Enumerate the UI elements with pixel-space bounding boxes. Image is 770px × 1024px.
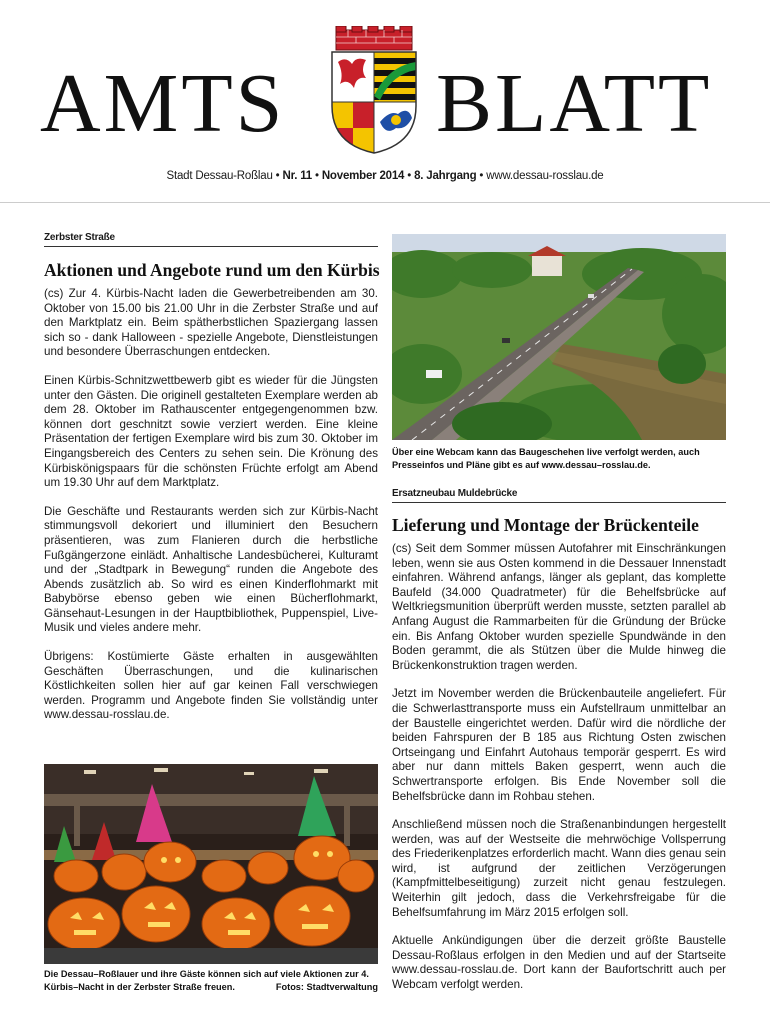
subline-separator: •	[311, 170, 322, 182]
subline-website-link[interactable]: www.dessau-rosslau.de	[486, 170, 604, 182]
left-article-kicker: Zerbster Straße	[44, 232, 115, 243]
right-paragraph-3: Anschließend müssen noch die Straßenanbindungen hergestellt werden, was auf der Westseite die mehrwöchige Vollsperrung des Friederikenplatzes erforderlich macht. Wann dies genau sein wird, ist aufgrund der zeitlichen Verzögerungen (Kampfmittelbeseitigung) zurzeit nicht genau festzulegen. Weiterhin gilt jedoch, dass die Verkehrsfreigabe für die Behelfsumfahrung im März 2015 erfolgen soll.	[392, 818, 726, 919]
subline-separator: •	[476, 170, 487, 182]
left-kicker-rule	[44, 246, 378, 247]
left-photo-caption	[44, 968, 378, 994]
subline-separator: •	[272, 170, 283, 182]
pumpkin-photo	[44, 764, 378, 964]
left-article-headline: Aktionen und Angebote rund um den Kürbis	[44, 260, 380, 280]
right-article-body	[392, 542, 726, 1007]
left-paragraph-3: Die Geschäfte und Restaurants werden sich zur Kürbis-Nacht stimmungsvoll dekoriert und illuminiert den Besuchern präsentieren, was zum Flanieren durch die herbstliche Fußgängerzone einlädt. Anhaltische Landesbücherei, Kulturamt und der „Stadtpark in Bewegung“ runden die Angebote des Abends zusätzlich ab. So wird es einen Kinderflohmarkt mit Babybörse ebenso geben wie einen Bücherflohmarkt, Gänsehaut-Lesungen in der Hauptbibliothek, Puppenspiel, Live-Musik und vieles andere mehr.	[44, 504, 378, 635]
left-paragraph-2: Einen Kürbis-Schnitzwettbewerb gibt es wieder für die Jüngsten unter den Gästen. Die originell gestalteten Exemplare werden ab dem 28. Oktober im Rathauscenter entgegengenommen bzw. können dort geschnitzt sowie verziert werden. Eine kleine Präsentation der fertigen Exemplare wird bis zum 30. Oktober im Eingangsbereich des Centers zu sehen sein. Die Krönung des Kürbiskönigspaars für die schönsten Früchte erfolgt am Abend um 19.30 Uhr auf dem Marktplatz.	[44, 373, 378, 490]
photo-credit: Fotos: Stadtverwaltung	[275, 982, 378, 992]
right-paragraph-4: Aktuelle Ankündigungen über die derzeit größte Baustelle Dessau-Roßlaus erfolgen in den Medien und auf der Startseite www.dessau-rosslau.de. Dort kann der Baufortschritt auch per Webcam verfolgt werden.	[392, 934, 726, 992]
right-article-kicker: Ersatzneubau Muldebrücke	[392, 488, 518, 499]
subline-city: Stadt Dessau-Roßlau	[166, 170, 273, 182]
right-article-headline: Lieferung und Montage der Brückenteile	[392, 515, 699, 535]
right-paragraph-1: (cs) Seit dem Sommer müssen Autofahrer mit Einschränkungen leben, wenn sie aus Osten kommend in die Dessauer Innenstadt einfahren. Während anfangs, länger als geplant, das komplette Baufeld (34.000 Quadratmeter) für die Behelfsbrücke auf Weltkriegsmunition überprüft werden musste, setzten parallel ab Anfang August die Rammarbeiten für die Gründung der Brücke ein. Bis Anfang Oktober wurden spezielle Spundwände in den Boden gerammt, die als Stützen über die Mulde hinweg die Brückenkonstruktion tragen werden.	[392, 542, 726, 672]
subline-year: 8. Jahrgang	[414, 170, 477, 182]
right-photo-caption: Über eine Webcam kann das Baugeschehen live verfolgt werden, auch Presseinfos und Pläne gibt es auf www.dessau–rosslau.de.	[392, 447, 700, 470]
masthead-left-word: AMTS	[40, 57, 286, 150]
right-paragraph-2: Jetzt im November werden die Brückenbauteile angeliefert. Für die Schwerlasttransporte muss ein Aufstellraum unmittelbar an der Baustelle eingerichtet werden. Dafür wird die nördliche der beiden Fahrspuren der B 185 aus Richtung Osten zwischen Ortseingang und Einfahrt Autohaus temporär gesperrt. Es wird aber nur dann mittels Baken gesperrt, wenn auch die Schwertransporte erfolgen. Bis Ende November soll die Behelfsbrücke dann im Rohbau stehen.	[392, 687, 726, 803]
masthead-right-word: BLATT	[436, 57, 713, 150]
left-paragraph-4: Übrigens: Kostümierte Gäste erhalten in ausgewählten Geschäften Überraschungen, und die kulinarischen Köstlichkeiten sollen hier auf gar keinen Fall verschwiegen werden. Programm und Angebote finden Sie vollständig unter www.dessau-rosslau.de.	[44, 650, 378, 722]
subline-date: November 2014	[321, 170, 405, 182]
bridge-webcam-photo	[392, 234, 726, 440]
subline-separator: •	[404, 170, 415, 182]
left-paragraph-1: (cs) Zur 4. Kürbis-Nacht laden die Gewerbetreibenden am 30. Oktober von 15.00 bis 21.00 Uhr in die Zerbster Straße und auf den Marktplatz ein. Beim spätherbstlichen Spaziergang lassen sich so - dank Halloween - spezielle Angebote, Dienstleistungen und besondere Überraschungen entdecken.	[44, 287, 378, 359]
subline-issue: Nr. 11	[282, 170, 312, 182]
masthead-divider	[0, 202, 770, 203]
right-kicker-rule	[392, 502, 726, 503]
left-article-body	[44, 287, 378, 737]
masthead-subline	[0, 170, 770, 182]
left-photo-caption-text: Die Dessau–Roßlauer und ihre Gäste können sich auf viele Aktionen zur 4. Kürbis–Nacht in der Zerbster Straße freuen.	[44, 969, 369, 992]
dessau-rosslau-coat-of-arms-icon	[326, 26, 422, 154]
